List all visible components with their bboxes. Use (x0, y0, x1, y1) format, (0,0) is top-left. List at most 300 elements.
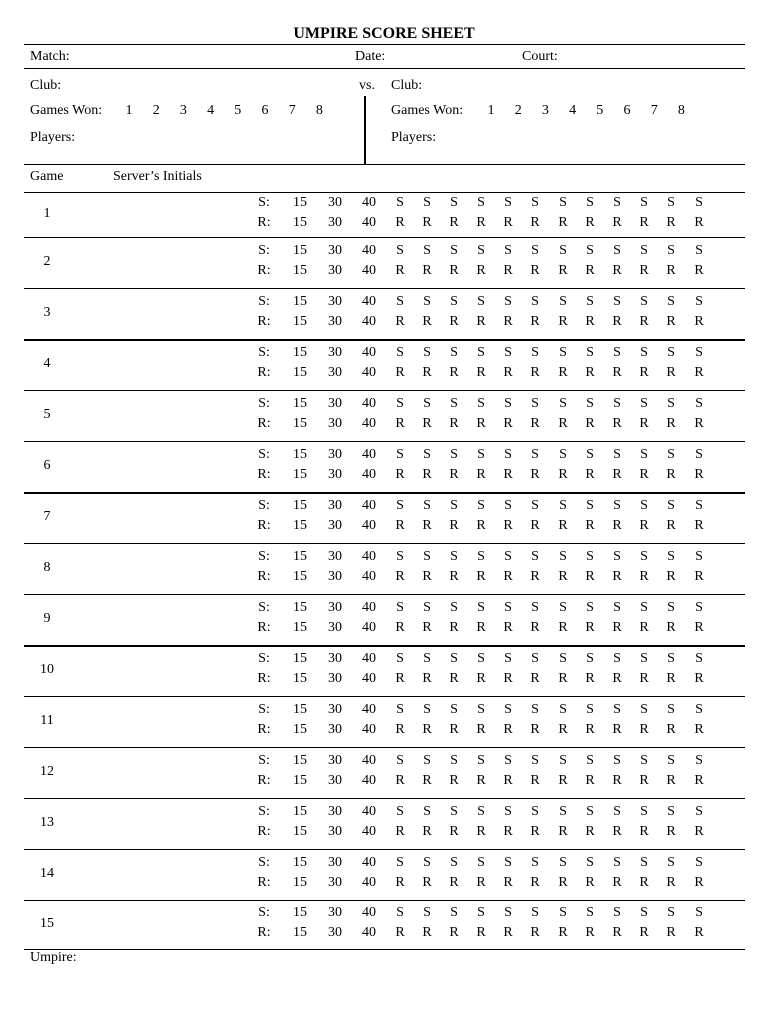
game-number: 3 (43, 304, 51, 320)
receiver-mark: R (449, 772, 459, 788)
receiver-mark: R (503, 568, 513, 584)
games-won-number: 7 (288, 103, 296, 118)
server-mark: S (531, 701, 539, 717)
server-mark: S (586, 701, 594, 717)
server-mark: S (559, 344, 567, 360)
receiver-mark: R (639, 670, 649, 686)
server-point-value: 40 (362, 803, 376, 819)
receiver-mark: R (530, 772, 540, 788)
server-mark: S (559, 446, 567, 462)
receiver-mark: R (530, 823, 540, 839)
server-mark: S (477, 293, 485, 309)
server-mark: S (613, 752, 621, 768)
receiver-mark: R (449, 364, 459, 380)
server-prefix: S: (258, 293, 270, 309)
server-mark: S (396, 548, 404, 564)
receiver-mark: R (395, 517, 405, 533)
receiver-mark: R (558, 517, 568, 533)
games-won-number: 4 (207, 103, 215, 118)
server-mark: S (667, 752, 675, 768)
server-mark: S (695, 904, 703, 920)
server-mark: S (667, 293, 675, 309)
receiver-mark: R (694, 364, 704, 380)
receiver-prefix: R: (257, 313, 271, 329)
receiver-mark: R (558, 772, 568, 788)
server-mark: S (667, 599, 675, 615)
server-mark: S (396, 854, 404, 870)
server-mark: S (640, 446, 648, 462)
receiver-prefix: R: (257, 364, 271, 380)
server-mark: S (504, 803, 512, 819)
receiver-mark: R (666, 313, 676, 329)
server-mark: S (586, 752, 594, 768)
server-point-value: 40 (362, 752, 376, 768)
receiver-prefix: R: (257, 670, 271, 686)
server-mark: S (531, 344, 539, 360)
receiver-prefix: R: (257, 262, 271, 278)
receiver-mark: R (694, 772, 704, 788)
receiver-mark: R (694, 415, 704, 431)
server-mark: S (504, 194, 512, 210)
server-mark: S (504, 395, 512, 411)
receiver-mark: R (558, 415, 568, 431)
server-mark: S (695, 650, 703, 666)
receiver-mark: R (422, 466, 432, 482)
receiver-point-value: 40 (362, 466, 376, 482)
receiver-mark: R (612, 415, 622, 431)
server-mark: S (559, 599, 567, 615)
server-mark: S (667, 548, 675, 564)
receiver-mark: R (395, 313, 405, 329)
server-mark: S (450, 344, 458, 360)
receiver-mark: R (612, 619, 622, 635)
server-point-value: 30 (328, 548, 342, 564)
server-mark: S (477, 701, 485, 717)
receiver-mark: R (530, 313, 540, 329)
receiver-point-value: 30 (328, 924, 342, 940)
receiver-mark: R (612, 670, 622, 686)
server-point-value: 15 (293, 548, 307, 564)
receiver-point-value: 30 (328, 262, 342, 278)
receiver-mark: R (612, 517, 622, 533)
server-prefix: S: (258, 599, 270, 615)
page-title: UMPIRE SCORE SHEET (293, 25, 475, 42)
server-mark: S (423, 599, 431, 615)
receiver-mark: R (422, 214, 432, 230)
receiver-mark: R (666, 364, 676, 380)
games-won-number: 1 (125, 103, 133, 118)
server-mark: S (559, 497, 567, 513)
server-mark: S (450, 701, 458, 717)
server-mark: S (667, 446, 675, 462)
receiver-mark: R (395, 772, 405, 788)
receiver-point-value: 40 (362, 517, 376, 533)
server-mark: S (477, 497, 485, 513)
game-column-header: Game (30, 169, 64, 184)
receiver-mark: R (612, 364, 622, 380)
receiver-point-value: 15 (293, 823, 307, 839)
receiver-mark: R (666, 262, 676, 278)
receiver-mark: R (422, 313, 432, 329)
server-point-value: 30 (328, 242, 342, 258)
receiver-mark: R (503, 924, 513, 940)
server-point-value: 15 (293, 854, 307, 870)
server-mark: S (396, 293, 404, 309)
receiver-point-value: 15 (293, 670, 307, 686)
server-mark: S (613, 446, 621, 462)
server-point-value: 30 (328, 395, 342, 411)
receiver-mark: R (639, 772, 649, 788)
server-mark: S (695, 242, 703, 258)
receiver-mark: R (694, 568, 704, 584)
receiver-mark: R (585, 823, 595, 839)
receiver-mark: R (558, 313, 568, 329)
row-divider (24, 949, 745, 950)
server-point-value: 30 (328, 650, 342, 666)
receiver-mark: R (449, 466, 459, 482)
server-mark: S (477, 752, 485, 768)
receiver-mark: R (666, 568, 676, 584)
server-mark: S (531, 650, 539, 666)
server-mark: S (396, 395, 404, 411)
server-mark: S (640, 242, 648, 258)
server-point-value: 40 (362, 497, 376, 513)
server-prefix: S: (258, 194, 270, 210)
server-point-value: 15 (293, 701, 307, 717)
receiver-mark: R (503, 517, 513, 533)
server-mark: S (695, 854, 703, 870)
server-mark: S (423, 854, 431, 870)
receiver-mark: R (666, 619, 676, 635)
server-point-value: 40 (362, 395, 376, 411)
receiver-mark: R (612, 772, 622, 788)
server-mark: S (640, 497, 648, 513)
receiver-prefix: R: (257, 874, 271, 890)
server-prefix: S: (258, 242, 270, 258)
server-mark: S (423, 242, 431, 258)
server-mark: S (450, 293, 458, 309)
receiver-point-value: 30 (328, 823, 342, 839)
row-divider (24, 900, 745, 901)
server-mark: S (695, 548, 703, 564)
court-label: Court: (522, 49, 558, 64)
receiver-prefix: R: (257, 568, 271, 584)
receiver-mark: R (503, 874, 513, 890)
receiver-mark: R (694, 924, 704, 940)
receiver-mark: R (558, 619, 568, 635)
games-won-number: 6 (261, 103, 269, 118)
receiver-mark: R (449, 568, 459, 584)
server-point-value: 40 (362, 293, 376, 309)
server-mark: S (450, 497, 458, 513)
server-mark: S (396, 599, 404, 615)
server-mark: S (586, 293, 594, 309)
receiver-mark: R (612, 924, 622, 940)
server-mark: S (531, 803, 539, 819)
receiver-mark: R (694, 721, 704, 737)
receiver-mark: R (422, 874, 432, 890)
receiver-mark: R (476, 670, 486, 686)
server-mark: S (559, 854, 567, 870)
server-mark: S (667, 242, 675, 258)
row-divider (24, 390, 745, 391)
server-point-value: 15 (293, 242, 307, 258)
receiver-point-value: 15 (293, 466, 307, 482)
receiver-mark: R (558, 262, 568, 278)
receiver-mark: R (530, 874, 540, 890)
receiver-mark: R (585, 721, 595, 737)
game-number: 15 (40, 915, 54, 931)
games-won-number: 6 (623, 103, 631, 118)
receiver-point-value: 15 (293, 517, 307, 533)
games-won-number: 5 (596, 103, 604, 118)
server-mark: S (559, 242, 567, 258)
server-point-value: 15 (293, 293, 307, 309)
receiver-mark: R (476, 874, 486, 890)
server-mark: S (586, 854, 594, 870)
receiver-mark: R (503, 313, 513, 329)
receiver-mark: R (585, 415, 595, 431)
server-point-value: 40 (362, 701, 376, 717)
server-point-value: 15 (293, 803, 307, 819)
row-divider (24, 339, 745, 341)
receiver-mark: R (395, 466, 405, 482)
server-mark: S (667, 497, 675, 513)
server-point-value: 40 (362, 904, 376, 920)
game-number: 11 (40, 712, 54, 728)
receiver-mark: R (639, 823, 649, 839)
receiver-prefix: R: (257, 823, 271, 839)
receiver-prefix: R: (257, 214, 271, 230)
server-mark: S (396, 803, 404, 819)
row-divider (24, 645, 745, 647)
receiver-mark: R (449, 721, 459, 737)
receiver-mark: R (422, 721, 432, 737)
receiver-mark: R (639, 214, 649, 230)
server-prefix: S: (258, 904, 270, 920)
receiver-mark: R (558, 364, 568, 380)
games-won-label-right: Games Won: (391, 103, 464, 118)
server-mark: S (504, 752, 512, 768)
receiver-mark: R (666, 924, 676, 940)
server-mark: S (396, 904, 404, 920)
server-point-value: 15 (293, 344, 307, 360)
server-mark: S (667, 701, 675, 717)
receiver-mark: R (503, 823, 513, 839)
receiver-mark: R (449, 517, 459, 533)
server-mark: S (423, 293, 431, 309)
receiver-mark: R (530, 517, 540, 533)
server-mark: S (504, 904, 512, 920)
server-mark: S (450, 446, 458, 462)
receiver-mark: R (449, 619, 459, 635)
divider-table-header (24, 192, 745, 193)
receiver-mark: R (530, 415, 540, 431)
server-mark: S (477, 904, 485, 920)
server-point-value: 40 (362, 344, 376, 360)
receiver-mark: R (694, 619, 704, 635)
receiver-mark: R (639, 619, 649, 635)
server-mark: S (640, 395, 648, 411)
game-number: 12 (40, 763, 54, 779)
receiver-mark: R (694, 874, 704, 890)
server-mark: S (613, 854, 621, 870)
divider-table-top (24, 164, 745, 165)
receiver-mark: R (666, 721, 676, 737)
receiver-mark: R (694, 466, 704, 482)
receiver-mark: R (395, 823, 405, 839)
receiver-mark: R (476, 214, 486, 230)
team-divider (364, 96, 366, 164)
receiver-mark: R (694, 517, 704, 533)
server-mark: S (667, 395, 675, 411)
server-point-value: 30 (328, 752, 342, 768)
server-mark: S (559, 650, 567, 666)
server-point-value: 30 (328, 803, 342, 819)
server-prefix: S: (258, 548, 270, 564)
server-mark: S (559, 548, 567, 564)
server-mark: S (559, 701, 567, 717)
receiver-mark: R (395, 214, 405, 230)
server-prefix: S: (258, 344, 270, 360)
server-mark: S (450, 650, 458, 666)
receiver-point-value: 15 (293, 415, 307, 431)
server-mark: S (396, 194, 404, 210)
server-mark: S (477, 344, 485, 360)
receiver-mark: R (639, 415, 649, 431)
server-mark: S (586, 904, 594, 920)
server-mark: S (396, 497, 404, 513)
server-point-value: 15 (293, 395, 307, 411)
server-mark: S (504, 548, 512, 564)
server-mark: S (559, 752, 567, 768)
server-prefix: S: (258, 650, 270, 666)
receiver-mark: R (395, 568, 405, 584)
receiver-mark: R (422, 670, 432, 686)
receiver-mark: R (503, 772, 513, 788)
receiver-point-value: 40 (362, 924, 376, 940)
server-mark: S (504, 293, 512, 309)
server-mark: S (586, 395, 594, 411)
server-point-value: 30 (328, 194, 342, 210)
receiver-point-value: 40 (362, 364, 376, 380)
receiver-point-value: 40 (362, 823, 376, 839)
server-prefix: S: (258, 446, 270, 462)
server-mark: S (613, 293, 621, 309)
server-point-value: 15 (293, 650, 307, 666)
receiver-mark: R (694, 670, 704, 686)
receiver-mark: R (612, 568, 622, 584)
server-point-value: 30 (328, 854, 342, 870)
receiver-point-value: 40 (362, 415, 376, 431)
receiver-mark: R (558, 924, 568, 940)
server-mark: S (396, 446, 404, 462)
receiver-point-value: 15 (293, 262, 307, 278)
server-mark: S (695, 497, 703, 513)
receiver-mark: R (476, 517, 486, 533)
server-prefix: S: (258, 701, 270, 717)
server-mark: S (477, 650, 485, 666)
players-label-left: Players: (30, 130, 76, 145)
receiver-mark: R (612, 262, 622, 278)
receiver-mark: R (395, 364, 405, 380)
receiver-mark: R (639, 364, 649, 380)
receiver-mark: R (422, 924, 432, 940)
server-mark: S (667, 650, 675, 666)
receiver-mark: R (558, 214, 568, 230)
receiver-mark: R (422, 568, 432, 584)
server-mark: S (423, 548, 431, 564)
server-point-value: 30 (328, 701, 342, 717)
server-mark: S (531, 446, 539, 462)
games-won-number: 3 (541, 103, 549, 118)
server-mark: S (423, 446, 431, 462)
server-mark: S (667, 803, 675, 819)
server-mark: S (531, 194, 539, 210)
receiver-mark: R (422, 262, 432, 278)
games-won-number: 5 (234, 103, 242, 118)
receiver-mark: R (558, 721, 568, 737)
game-number: 9 (43, 610, 51, 626)
receiver-mark: R (585, 364, 595, 380)
server-mark: S (640, 599, 648, 615)
server-mark: S (667, 194, 675, 210)
club-label-left: Club: (30, 78, 62, 93)
receiver-point-value: 15 (293, 619, 307, 635)
server-mark: S (613, 548, 621, 564)
server-mark: S (586, 242, 594, 258)
server-mark: S (559, 395, 567, 411)
receiver-mark: R (395, 874, 405, 890)
server-mark: S (586, 497, 594, 513)
games-won-number: 8 (315, 103, 323, 118)
server-mark: S (667, 854, 675, 870)
receiver-mark: R (449, 874, 459, 890)
receiver-mark: R (558, 874, 568, 890)
receiver-mark: R (422, 619, 432, 635)
receiver-mark: R (585, 874, 595, 890)
server-prefix: S: (258, 752, 270, 768)
receiver-mark: R (503, 415, 513, 431)
receiver-mark: R (449, 313, 459, 329)
umpire-label: Umpire: (30, 950, 77, 965)
server-point-value: 40 (362, 446, 376, 462)
receiver-mark: R (639, 262, 649, 278)
receiver-point-value: 40 (362, 874, 376, 890)
server-mark: S (396, 344, 404, 360)
server-mark: S (531, 904, 539, 920)
receiver-point-value: 40 (362, 772, 376, 788)
server-mark: S (613, 395, 621, 411)
receiver-mark: R (395, 619, 405, 635)
game-number: 2 (43, 253, 51, 269)
receiver-mark: R (612, 466, 622, 482)
server-mark: S (477, 548, 485, 564)
server-mark: S (613, 344, 621, 360)
receiver-point-value: 30 (328, 517, 342, 533)
server-mark: S (640, 854, 648, 870)
row-divider (24, 543, 745, 544)
date-label: Date: (355, 49, 386, 64)
receiver-mark: R (476, 721, 486, 737)
row-divider (24, 441, 745, 442)
server-mark: S (531, 293, 539, 309)
receiver-point-value: 30 (328, 721, 342, 737)
receiver-mark: R (639, 517, 649, 533)
server-point-value: 15 (293, 904, 307, 920)
server-point-value: 40 (362, 242, 376, 258)
server-mark: S (504, 446, 512, 462)
